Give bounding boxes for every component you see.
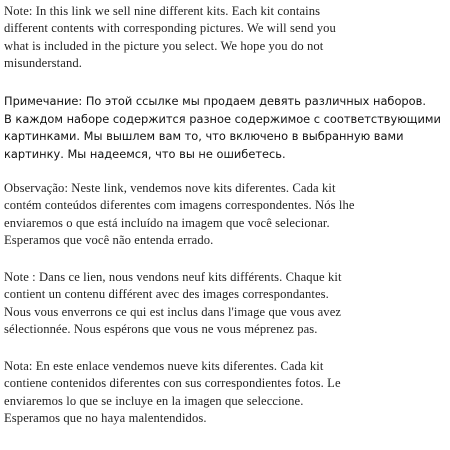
note-french: Note : Dans ce lien, nous vendons neuf kits différents. Chaque kit contient un contenu différent avec des images correspondantes. Nous vous enverrons ce qui est inclus dans l'image que vous avez sélectionnée. Nous espérons que vous ne vous méprenez pas. xyxy=(4,270,342,337)
note-portuguese: Observação: Neste link, vendemos nove kits diferentes. Cada kit contém conteúdos diferentes com imagens correspondentes. Nós lhe enviaremos o que está incluído na imagem que você selecionar. Esperamos que você não entenda errado. xyxy=(4,181,355,248)
note-russian: Примечание: По этой ссылке мы продаем девять различных наборов. В каждом наборе содержится разное содержимое с соответствующими картинками. Мы вышлем вам то, что включено в выбранную вами картинку. Мы надеемся, что вы не ошибетесь. xyxy=(4,94,441,161)
note-english: Note: In this link we sell nine different kits. Each kit contains different contents with corresponding pictures. We will send you what is included in the picture you select. We hope you do not misunderstand. xyxy=(4,4,336,71)
note-spanish: Nota: En este enlace vendemos nueve kits diferentes. Cada kit contiene contenidos diferentes con sus correspondientes fotos. Le enviaremos lo que se incluye en la imagen que seleccione. Esperamos que no haya malentendidos. xyxy=(4,359,341,426)
